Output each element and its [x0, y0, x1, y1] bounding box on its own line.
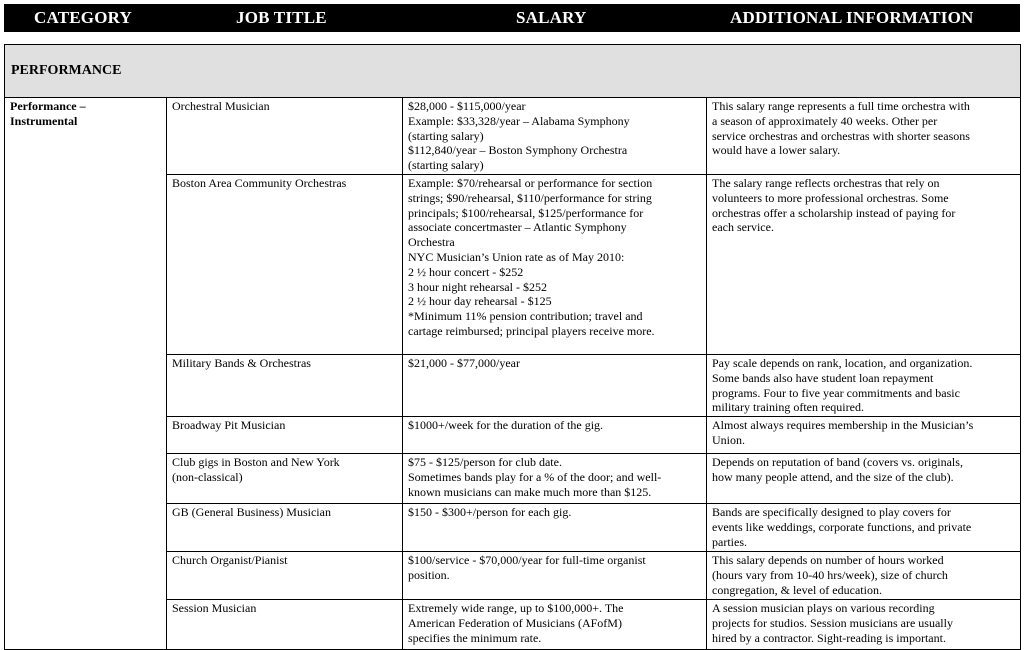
- additional-info-cell: [707, 600, 1021, 650]
- salary-cell: [403, 552, 707, 600]
- salary-cell-text: $100/service - $70,000/year for full-time organist: [408, 553, 646, 568]
- salary-cell-text: $75 - $125/person for club date.: [408, 455, 562, 470]
- table-row: [5, 98, 1021, 175]
- category-text: Performance –: [10, 99, 86, 113]
- job-title-cell: [167, 354, 403, 416]
- additional-info-cell: [707, 552, 1021, 600]
- additional-info-cell-text: each service.: [712, 220, 774, 235]
- salary-cell-text: 2 ½ hour concert - $252: [408, 264, 524, 279]
- salary-cell-text: position.: [408, 567, 450, 582]
- additional-info-cell-text: projects for studios. Session musicians are usually: [712, 615, 953, 630]
- additional-info-cell-text: programs. Four to five year commitments and basic: [712, 385, 960, 400]
- salary-cell-text: NYC Musician’s Union rate as of May 2010:: [408, 249, 625, 264]
- salary-cell-text: Orchestra: [408, 235, 455, 250]
- job-title-cell: [167, 417, 403, 454]
- job-title-cell: [167, 98, 403, 175]
- additional-info-cell-text: military training often required.: [712, 400, 864, 415]
- additional-info-cell: [707, 354, 1021, 416]
- additional-info-cell-text: would have a lower salary.: [712, 143, 841, 158]
- additional-info-cell-text: Some bands also have student loan repayment: [712, 370, 934, 385]
- column-header-bar: [4, 4, 1020, 32]
- salary-cell-text: 2 ½ hour day rehearsal - $125: [408, 294, 552, 309]
- salary-cell-text: known musicians can make much more than $125.: [408, 484, 652, 499]
- additional-info-cell-text: Almost always requires membership in the Musician’s: [712, 418, 974, 433]
- salary-cell-text: Sometimes bands play for a % of the door; and well-: [408, 469, 662, 484]
- salary-cell: [403, 174, 707, 354]
- section-row: [5, 45, 1021, 98]
- additional-info-cell-text: (hours vary from 10-40 hrs/week), size of church: [712, 567, 948, 582]
- additional-info-cell-text: service orchestras and orchestras with shorter seasons: [712, 128, 970, 143]
- additional-info-cell-text: Union.: [712, 432, 745, 447]
- job-title-cell-text: Church Organist/Pianist: [172, 553, 288, 568]
- salary-cell-text: $28,000 - $115,000/year: [408, 99, 526, 113]
- salary-cell-text: $21,000 - $77,000/year: [408, 355, 520, 370]
- salary-cell-text: Example: $33,328/year – Alabama Symphony: [408, 113, 630, 128]
- job-title-cell-text: Boston Area Community Orchestras: [172, 175, 347, 190]
- additional-info-cell-text: a season of approximately 40 weeks. Other per: [712, 113, 938, 128]
- salary-cell-text: Example: $70/rehearsal or performance for section: [408, 175, 653, 190]
- additional-info-cell-text: Bands are specifically designed to play covers for: [712, 505, 951, 520]
- header-salary: SALARY: [516, 8, 587, 27]
- additional-info-cell: [707, 98, 1021, 175]
- salary-cell-text: American Federation of Musicians (AFofM): [408, 615, 622, 630]
- additional-info-cell-text: volunteers to more professional orchestras. Some: [712, 190, 949, 205]
- additional-info-cell-text: This salary range represents a full time orchestra with: [712, 99, 970, 113]
- salary-cell-text: specifies the minimum rate.: [408, 630, 542, 645]
- header-job-title: JOB TITLE: [236, 8, 327, 27]
- salary-cell-text: strings; $90/rehearsal, $110/performance for string: [408, 190, 652, 205]
- additional-info-cell: [707, 174, 1021, 354]
- job-title-cell-text: Orchestral Musician: [172, 99, 270, 113]
- additional-info-cell-text: This salary depends on number of hours worked: [712, 553, 944, 568]
- job-title-cell: [167, 174, 403, 354]
- salary-cell-text: Extremely wide range, up to $100,000+. The: [408, 601, 624, 616]
- job-title-cell: [167, 600, 403, 650]
- additional-info-cell-text: congregation, & level of education.: [712, 582, 882, 597]
- salary-cell-text: (starting salary): [408, 128, 484, 143]
- job-title-cell: [167, 552, 403, 600]
- additional-info-cell: [707, 454, 1021, 504]
- category-cell: [5, 98, 167, 650]
- job-title-cell-text: Club gigs in Boston and New York: [172, 455, 340, 470]
- category-text: Instrumental: [10, 113, 78, 128]
- salary-cell: [403, 600, 707, 650]
- salary-cell: [403, 454, 707, 504]
- additional-info-cell-text: orchestras offer a scholarship instead of paying for: [712, 205, 956, 220]
- salary-cell-text: 3 hour night rehearsal - $252: [408, 279, 547, 294]
- salary-cell: [403, 504, 707, 552]
- salary-cell-text: *Minimum 11% pension contribution; travel and: [408, 309, 643, 324]
- salary-cell-text: cartage reimbursed; principal players receive more.: [408, 323, 655, 338]
- salary-cell-text: associate concertmaster – Atlantic Symphony: [408, 220, 627, 235]
- additional-info-cell-text: The salary range reflects orchestras that rely on: [712, 175, 940, 190]
- additional-info-cell-text: Depends on reputation of band (covers vs. originals,: [712, 455, 963, 470]
- additional-info-cell-text: parties.: [712, 534, 747, 549]
- salary-cell-text: (starting salary): [408, 158, 484, 173]
- salary-cell: [403, 354, 707, 416]
- additional-info-cell-text: Pay scale depends on rank, location, and organization.: [712, 355, 973, 370]
- salary-cell: [403, 98, 707, 175]
- job-title-cell: [167, 454, 403, 504]
- additional-info-cell-text: hired by a contractor. Sight-reading is important.: [712, 630, 946, 645]
- salary-cell: [403, 417, 707, 454]
- additional-info-cell: [707, 504, 1021, 552]
- job-title-cell-text: Broadway Pit Musician: [172, 418, 286, 433]
- salary-cell-text: $112,840/year – Boston Symphony Orchestra: [408, 143, 628, 158]
- additional-info-cell-text: events like weddings, corporate functions, and private: [712, 519, 972, 534]
- salary-cell-text: $150 - $300+/person for each gig.: [408, 505, 572, 520]
- job-title-cell-text: Session Musician: [172, 601, 257, 616]
- additional-info-cell-text: how many people attend, and the size of the club).: [712, 469, 954, 484]
- job-title-cell-text: GB (General Business) Musician: [172, 505, 331, 520]
- section-title: PERFORMANCE: [5, 45, 1021, 98]
- additional-info-cell: [707, 417, 1021, 454]
- job-title-cell-text: Military Bands & Orchestras: [172, 355, 311, 370]
- job-title-cell: [167, 504, 403, 552]
- salary-cell-text: principals; $100/rehearsal, $125/performance for: [408, 205, 644, 220]
- job-title-cell-text: (non-classical): [172, 469, 243, 484]
- salary-cell-text: $1000+/week for the duration of the gig.: [408, 418, 604, 433]
- header-additional-information: ADDITIONAL INFORMATION: [730, 8, 974, 27]
- header-category: CATEGORY: [34, 8, 132, 27]
- additional-info-cell-text: A session musician plays on various recording: [712, 601, 935, 616]
- salary-table: [4, 44, 1021, 650]
